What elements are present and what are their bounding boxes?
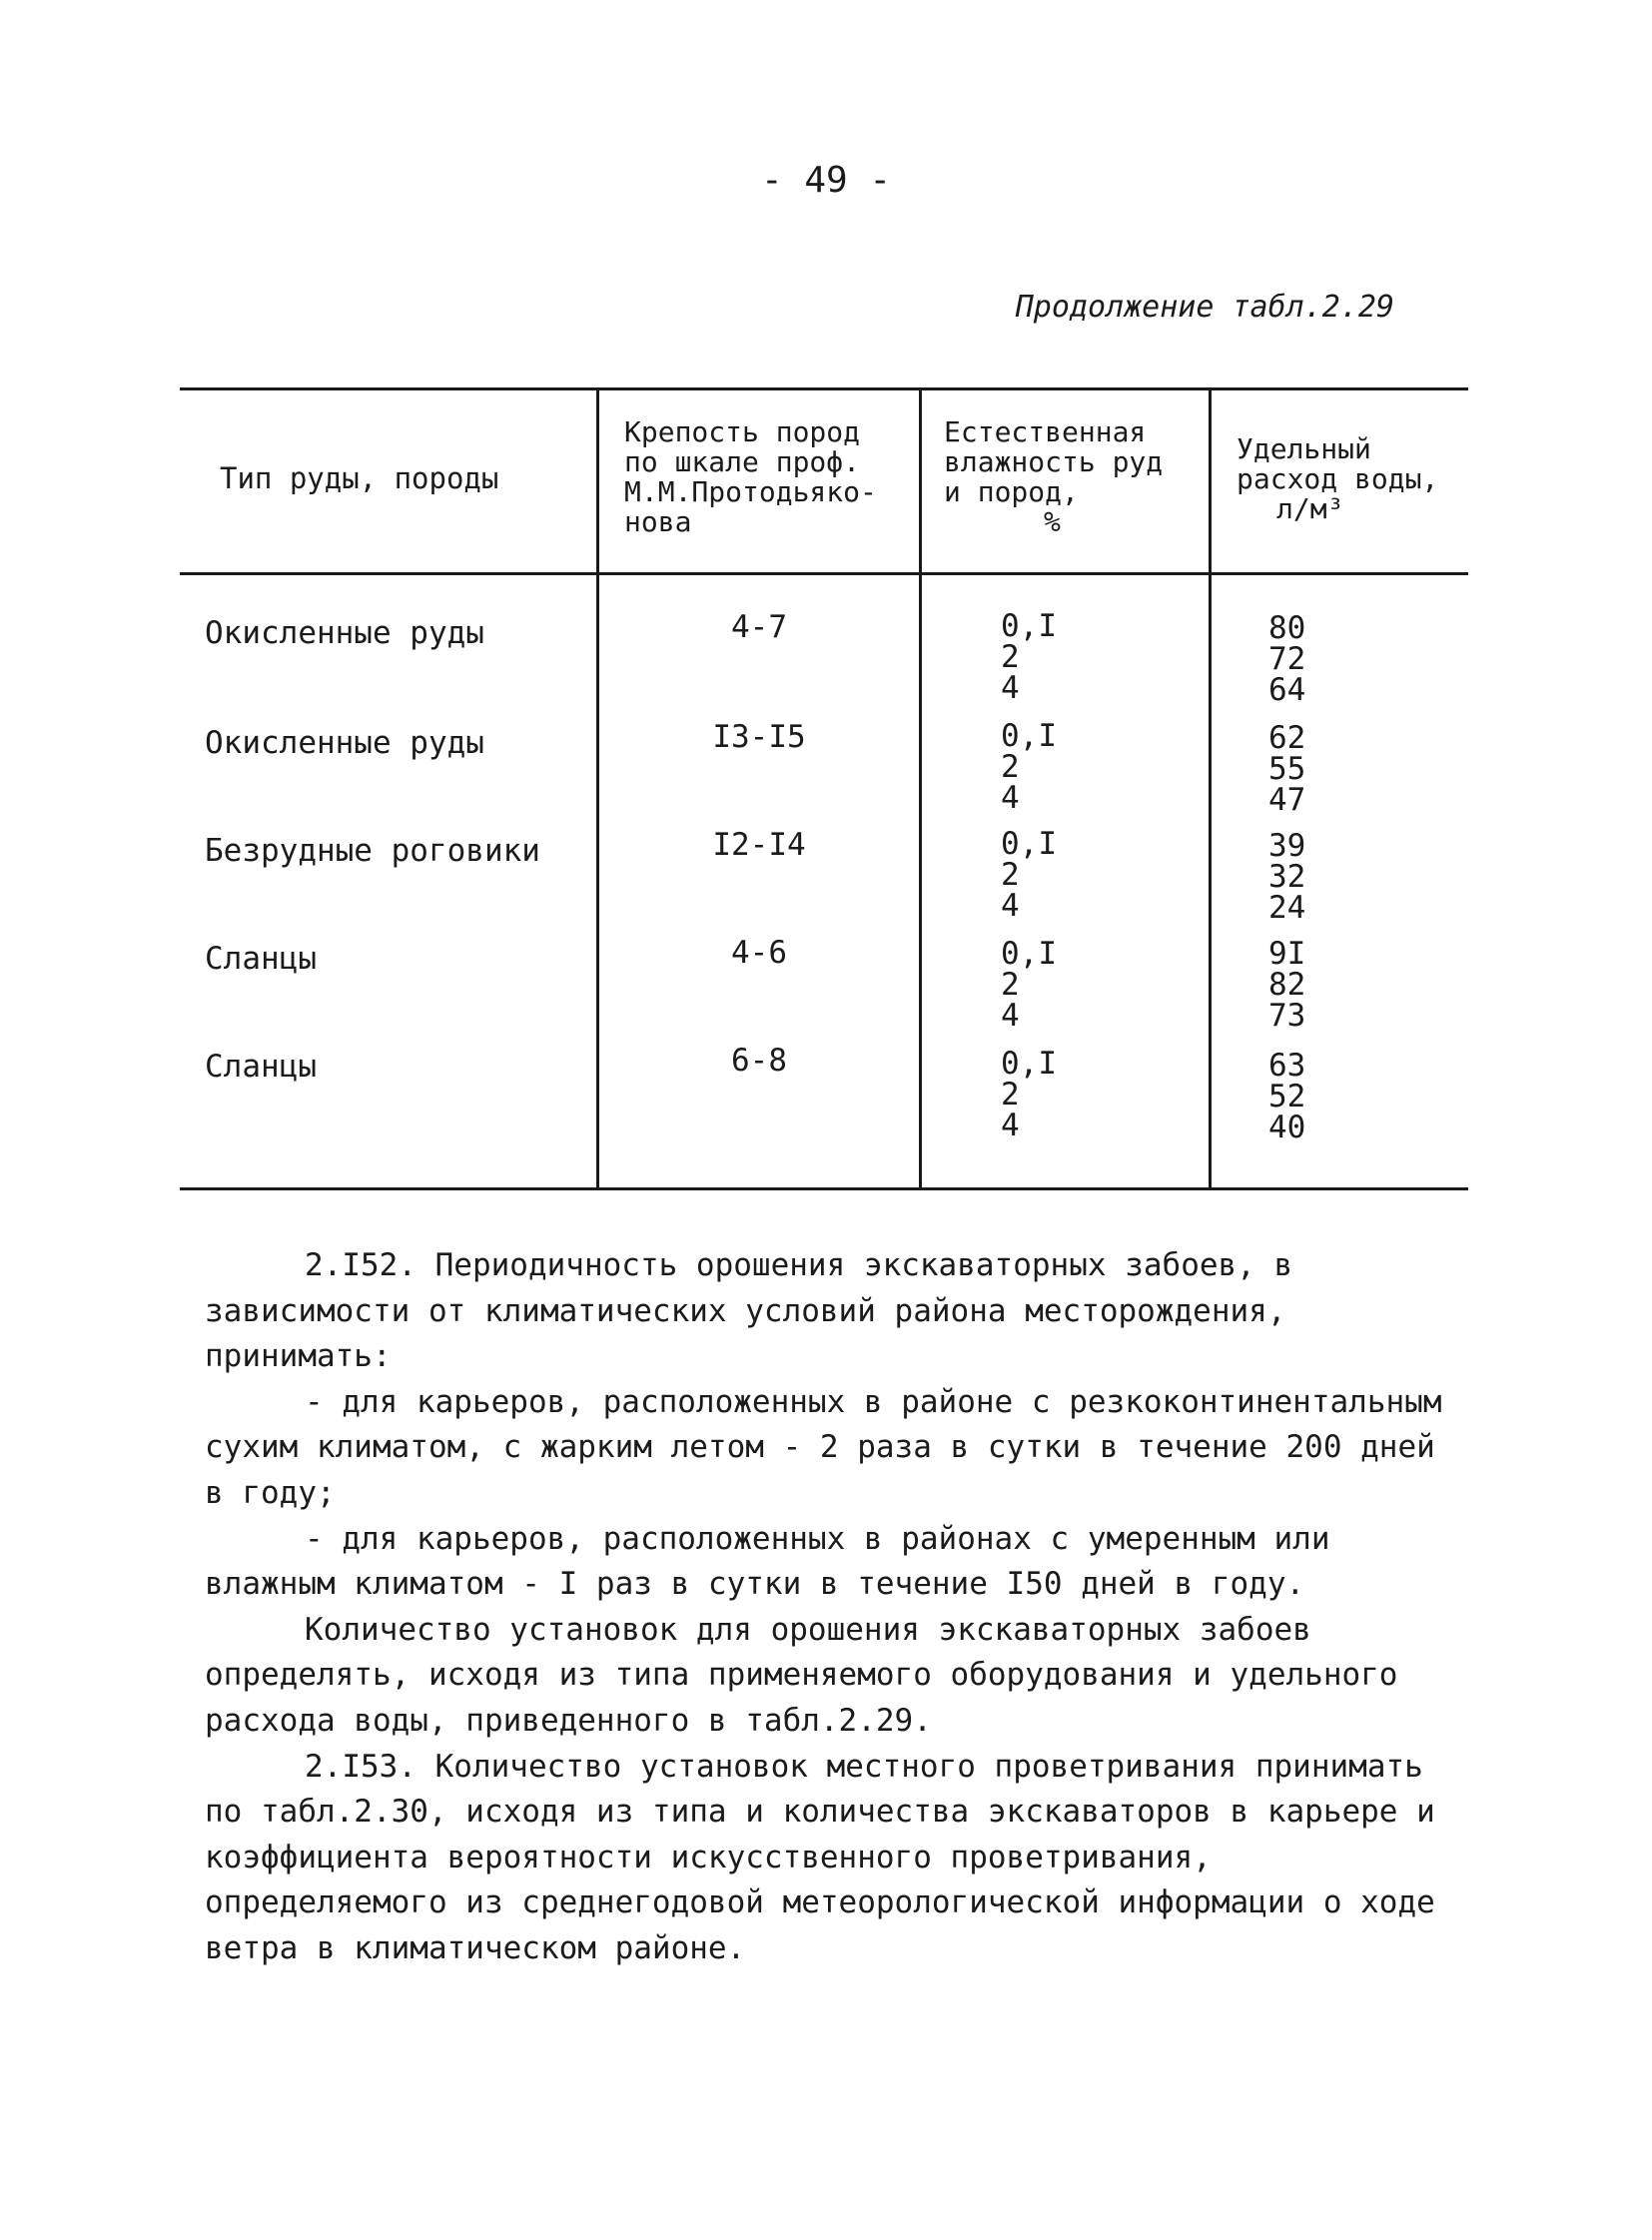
header-moisture: Естественная влажность руд и пород, % <box>944 415 1164 538</box>
strength-cell: I2-I4 <box>712 827 806 863</box>
moisture-cell: 0,I 2 4 <box>1001 608 1057 706</box>
page-number: - 49 - <box>760 160 892 201</box>
paragraph-dry-climate: - для карьеров, расположенных в районе с резкоконтинентальным сухим климатом, с жарким летом - 2 раза в сутки в течение 200 дней в году; <box>205 1383 1442 1511</box>
table-col-divider-3 <box>1209 389 1212 1188</box>
table-header-rule <box>180 572 1468 575</box>
body-text <box>205 1243 1443 1972</box>
paragraph-2-153: 2.I53. Количество установок местного проветривания принимать по табл.2.30, исходя из типа и количества экскаваторов в карьере и коэффициента вероятности искусственного проветривания, определяемого из среднегодовой метеорологической информации о ходе ветра в климатическом районе. <box>205 1748 1435 1966</box>
header-water-consumption: Удельный расход воды, л/м³ <box>1237 432 1439 525</box>
paragraph-moderate-climate: - для карьеров, расположенных в районах с умеренным или влажным климатом - I раз в сутки в течение I50 дней в году. <box>205 1520 1330 1603</box>
moisture-cell: 0,I 2 4 <box>1001 718 1057 816</box>
table-bottom-rule <box>180 1187 1468 1190</box>
strength-cell: 4-6 <box>731 935 787 971</box>
water-consumption-cell: 80 72 64 <box>1268 610 1306 708</box>
rock-type-cell: Безрудные роговики <box>205 833 540 869</box>
table-col-divider-2 <box>919 389 922 1188</box>
water-consumption-cell: 63 52 40 <box>1268 1048 1306 1145</box>
strength-cell: I3-I5 <box>712 719 806 755</box>
rock-type-cell: Окисленные руды <box>205 615 484 651</box>
table-top-rule <box>180 387 1468 390</box>
water-consumption-cell: 39 32 24 <box>1268 828 1306 926</box>
moisture-cell: 0,I 2 4 <box>1001 936 1057 1034</box>
header-rock-type: Тип руды, породы <box>220 461 499 495</box>
water-consumption-cell: 62 55 47 <box>1268 720 1306 818</box>
rock-type-cell: Сланцы <box>205 941 317 977</box>
paragraph-installations-count: Количество установок для орошения экскаваторных забоев определять, исходя из типа применяемого оборудования и удельного расхода воды, приведенного в табл.2.29. <box>205 1611 1398 1739</box>
rock-type-cell: Сланцы <box>205 1049 317 1085</box>
header-strength: Крепость пород по шкале проф. М.М.Протодьяко- нова <box>624 415 877 538</box>
table-caption: Продолжение табл.2.29 <box>1015 290 1394 325</box>
strength-cell: 6-8 <box>731 1043 787 1079</box>
paragraph-2-152: 2.I52. Периодичность орошения экскаваторных забоев, в зависимости от климатических условий района месторождения, принимать: <box>205 1247 1293 1375</box>
moisture-cell: 0,I 2 4 <box>1001 1046 1057 1143</box>
strength-cell: 4-7 <box>731 609 787 645</box>
water-consumption-cell: 9I 82 73 <box>1268 936 1306 1034</box>
moisture-cell: 0,I 2 4 <box>1001 826 1057 924</box>
rock-type-cell: Окисленные руды <box>205 725 484 761</box>
